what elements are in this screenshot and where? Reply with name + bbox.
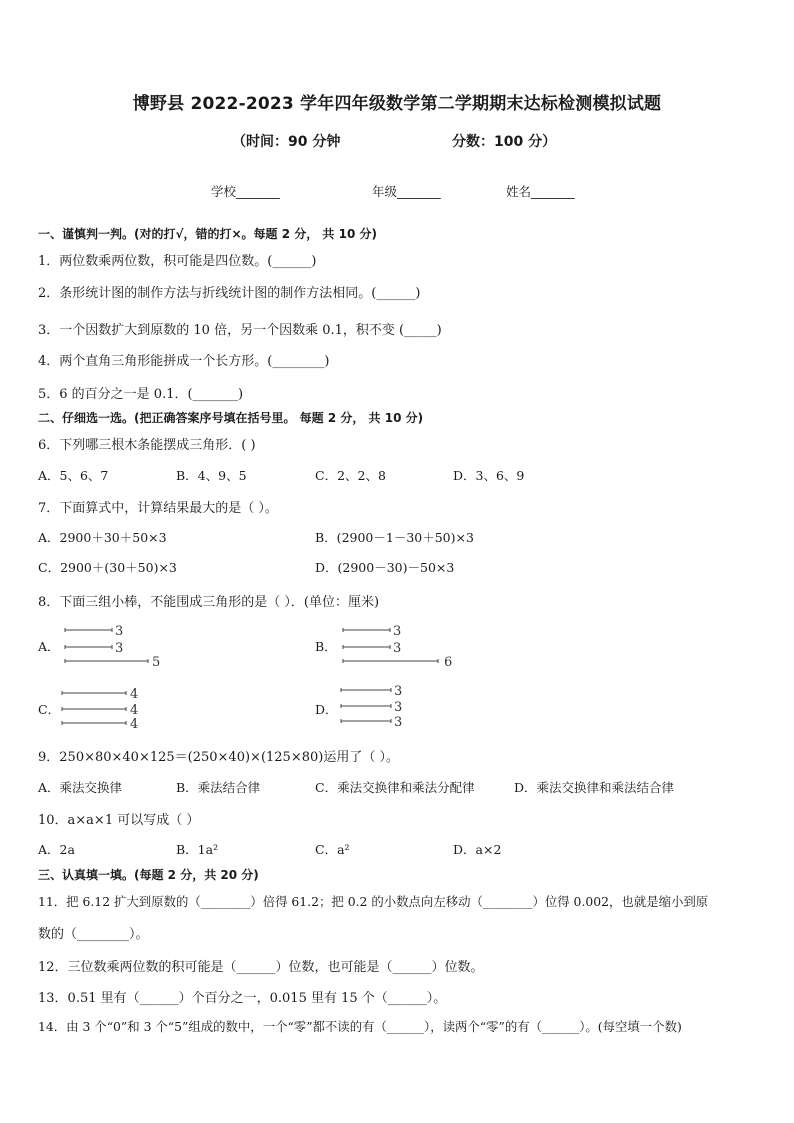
q8-b-len-3: 6 — [444, 655, 453, 670]
question-9: 9．250×80×40×125＝(250×40)×(125×80)运用了（ ）。 — [38, 750, 399, 765]
q8-c-len-3: 4 — [130, 717, 139, 732]
question-10: 10．a×a×1 可以写成（ ） — [38, 813, 200, 828]
q8-sticks-b — [338, 620, 468, 670]
q6-option-a: A．5、6、7 — [38, 468, 109, 483]
q6-option-c: C．2、2、8 — [315, 468, 386, 483]
q9-option-b: B．乘法结合律 — [176, 780, 261, 795]
q8-b-len-1: 3 — [393, 624, 402, 639]
question-12: 12．三位数乘两位数的积可能是（______）位数，也可能是（______）位数。 — [38, 960, 484, 975]
q8-a-len-1: 3 — [115, 624, 124, 639]
q10-option-c: C．a² — [315, 842, 350, 857]
question-14: 14．由 3 个“0”和 3 个“5”组成的数中，一个“零”都不读的有（______），读两个“零”的有（______）。(每空填一个数) — [38, 1019, 682, 1034]
q7-option-d: D．(2900－30)－50×3 — [315, 560, 455, 575]
q8-a-len-3: 5 — [152, 655, 161, 670]
q8-sticks-a — [60, 620, 180, 670]
section-1-heading: 一、谨慎判一判。(对的打√，错的打×。每题 2 分， 共 10 分) — [38, 227, 377, 241]
q7-option-a: A．2900＋30＋50×3 — [38, 530, 167, 545]
q8-sticks-c — [58, 683, 158, 733]
grade-field: 年级_______ — [372, 184, 441, 199]
exam-title: 博野县 2022-2023 学年四年级数学第二学期期末达标检测模拟试题 — [132, 94, 662, 114]
question-13: 13．0.51 里有（______）个百分之一，0.015 里有 15 个（______）。 — [38, 991, 447, 1006]
q8-d-len-2: 3 — [394, 700, 403, 715]
question-6: 6．下列哪三根木条能摆成三角形．( ) — [38, 438, 256, 453]
q8-d-len-3: 3 — [394, 715, 403, 730]
question-11-line-1: 11．把 6.12 扩大到原数的（________）倍得 61.2；把 0.2 的小数点向左移动（________）位得 0.002，也就是缩小到原 — [38, 894, 709, 909]
school-field: 学校_______ — [211, 184, 280, 199]
q10-option-a: A．2a — [38, 842, 75, 857]
q9-option-a: A．乘法交换律 — [38, 780, 123, 795]
question-11-line-2: 数的（________）。 — [38, 927, 149, 942]
q7-option-c: C．2900＋(30＋50)×3 — [38, 560, 177, 575]
q8-c-len-1: 4 — [130, 687, 139, 702]
exam-time: （时间：90 分钟 — [232, 134, 341, 150]
name-field: 姓名_______ — [506, 184, 575, 199]
section-2-heading: 二、仔细选一选。(把正确答案序号填在括号里。 每题 2 分， 共 10 分) — [38, 411, 424, 425]
q9-option-c: C．乘法交换律和乘法分配律 — [315, 780, 475, 795]
q8-b-len-2: 3 — [393, 641, 402, 656]
q8-sticks-d — [336, 680, 426, 732]
q10-option-b: B．1a² — [176, 842, 219, 857]
question-2: 2．条形统计图的制作方法与折线统计图的制作方法相同。(______) — [38, 286, 421, 301]
question-1: 1．两位数乘两位数，积可能是四位数。(______) — [38, 254, 317, 269]
q8-a-len-2: 3 — [115, 641, 124, 656]
q6-option-d: D．3、6、9 — [453, 468, 525, 483]
q8-label-b: B． — [315, 639, 337, 654]
q10-option-d: D．a×2 — [453, 842, 502, 857]
q8-label-d: D． — [315, 702, 338, 717]
question-8: 8．下面三组小棒，不能围成三角形的是（ ）．(单位：厘米) — [38, 595, 380, 610]
q8-label-a: A． — [38, 639, 60, 654]
exam-score: 分数：100 分） — [452, 134, 557, 150]
q9-option-d: D．乘法交换律和乘法结合律 — [514, 780, 675, 795]
question-7: 7．下面算式中，计算结果最大的是（ ）。 — [38, 501, 278, 516]
q8-label-c: C． — [38, 702, 61, 717]
q7-option-b: B．(2900－1－30＋50)×3 — [315, 530, 474, 545]
q8-c-len-2: 4 — [130, 703, 139, 718]
q8-d-len-1: 3 — [394, 684, 403, 699]
q6-option-b: B．4、9、5 — [176, 468, 247, 483]
question-3: 3．一个因数扩大到原数的 10 倍，另一个因数乘 0.1，积不变 (_____) — [38, 323, 442, 338]
section-3-heading: 三、认真填一填。(每题 2 分，共 20 分) — [38, 868, 259, 882]
question-4: 4．两个直角三角形能拼成一个长方形。(________) — [38, 354, 330, 369]
question-5: 5．6 的百分之一是 0.1．(_______) — [38, 387, 244, 402]
